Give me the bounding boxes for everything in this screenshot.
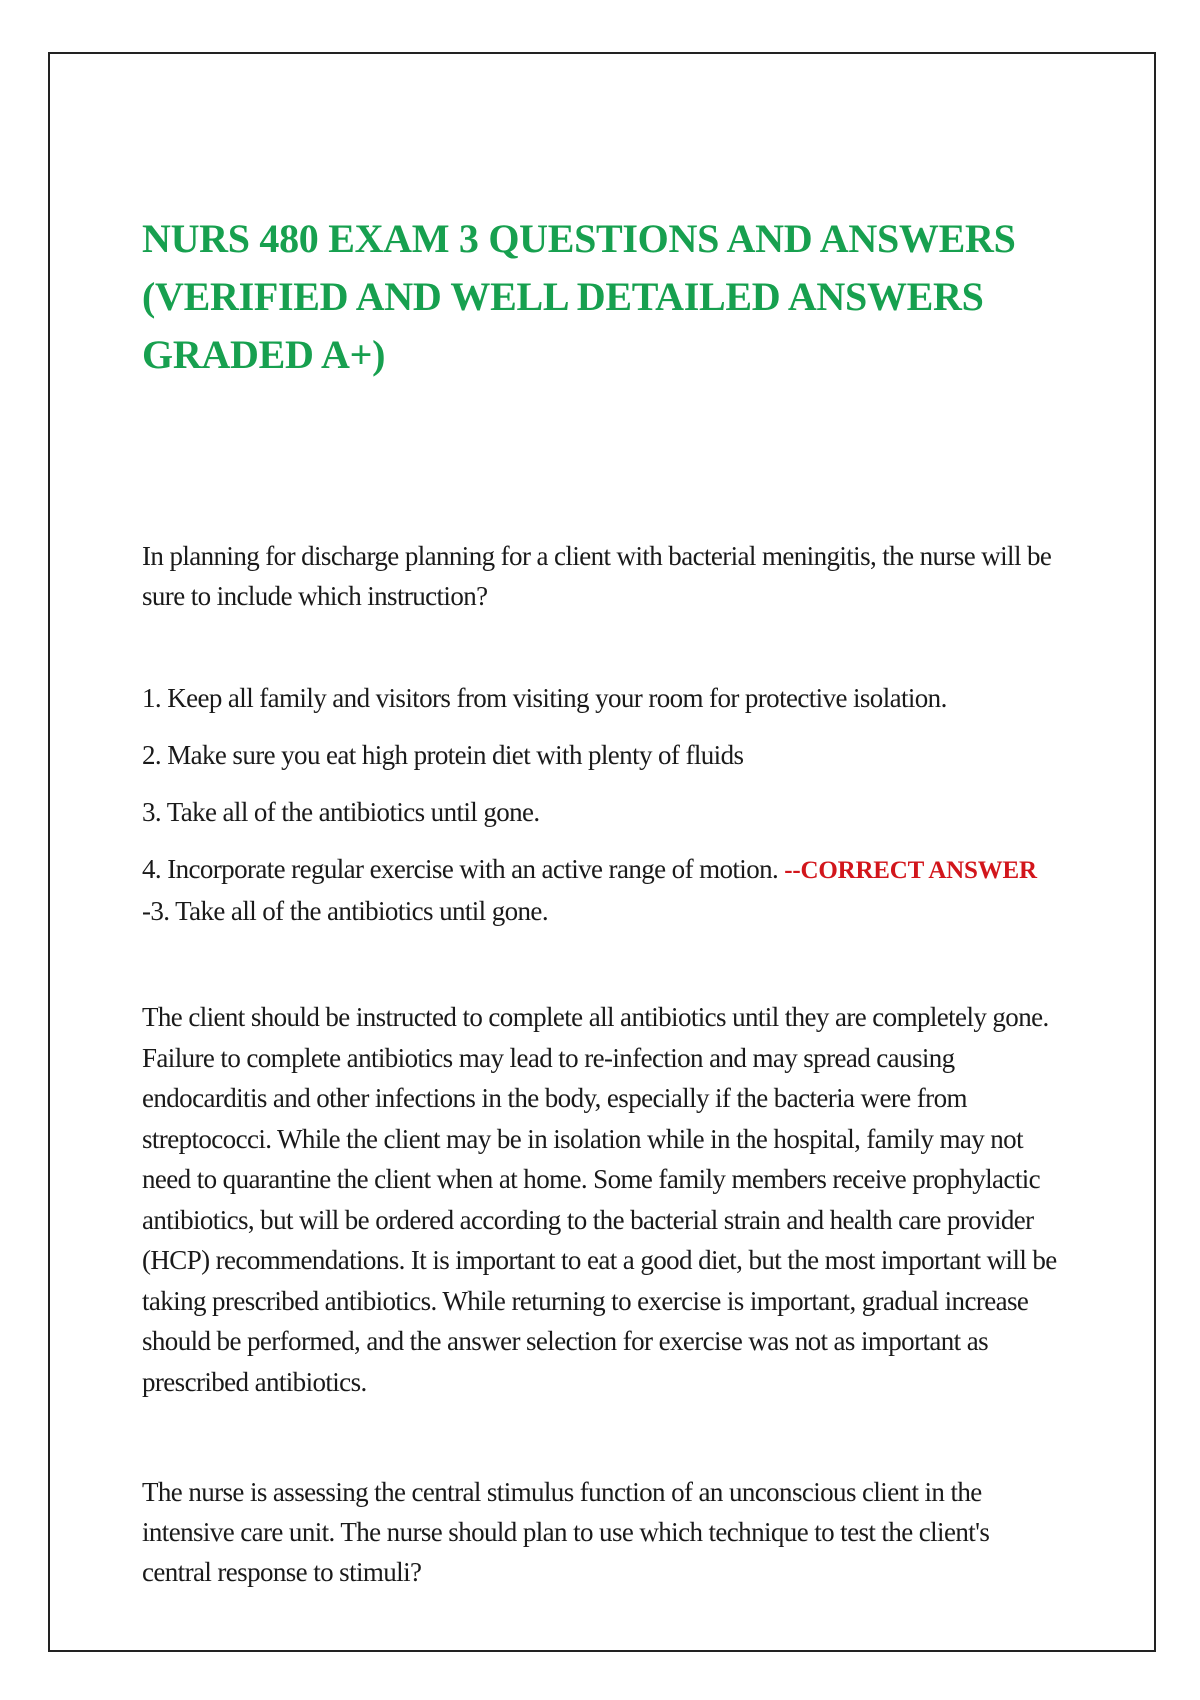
option-4-with-answer <box>142 849 1062 931</box>
question-1-rationale: The client should be instructed to complete all antibiotics until they are completely gone. Failure to complete antibiotics may lead to re-infection and may spread causing endocarditis and other infections in the body, especially if the bacteria were from streptococci. While the client may be in isolation while in the hospital, family may not need to quarantine the client when at home. Some family members receive prophylactic antibiotics, but will be ordered according to the bacterial strain and health care provider (HCP) recommendations. It is important to eat a good diet, but the most important will be taking prescribed antibiotics. While returning to exercise is important, gradual increase should be performed, and the answer selection for exercise was not as important as prescribed antibiotics. <box>142 1002 1057 1397</box>
option-4-text: 4. Incorporate regular exercise with an active range of motion. <box>142 854 779 884</box>
question-1-options <box>142 678 1062 931</box>
question-2-text: The nurse is assessing the central stimulus function of an unconscious client in the intensive care unit. The nurse should plan to use which technique to test the client's central response to stimuli? <box>142 1477 990 1587</box>
option-2: 2. Make sure you eat high protein diet with plenty of fluids <box>142 740 744 770</box>
question-1-text: In planning for discharge planning for a client with bacterial meningitis, the nurse will be sure to include which instruction? <box>142 541 1052 611</box>
correct-answer-label: CORRECT ANSWER <box>800 857 1037 884</box>
correct-answer-text: -3. Take all of the antibiotics until gone. <box>142 896 548 926</box>
option-1: 1. Keep all family and visitors from visiting your room for protective isolation. <box>142 683 947 713</box>
answer-prefix: -- <box>778 857 801 884</box>
option-3: 3. Take all of the antibiotics until gone. <box>142 797 540 827</box>
document-title: NURS 480 EXAM 3 QUESTIONS AND ANSWERS (VERIFIED AND WELL DETAILED ANSWERS GRADED A+) <box>142 216 1016 377</box>
document-body <box>142 210 1062 1592</box>
